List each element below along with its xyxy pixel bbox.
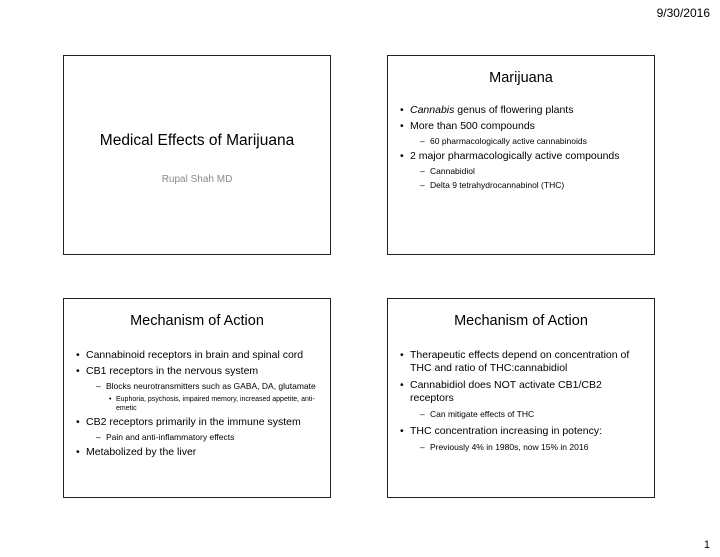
sub-bullet-item: – Previously 4% in 1980s, now 15% in 2016 — [400, 442, 646, 453]
slide-mechanism-1 — [63, 298, 331, 498]
slide-heading: Mechanism of Action — [130, 313, 264, 329]
bullet-list — [400, 104, 646, 194]
bullet-item: • Therapeutic effects depend on concentration of THC and ratio of THC:cannabidiol — [400, 349, 646, 375]
bullet-item: • CB2 receptors primarily in the immune system — [76, 416, 322, 429]
page-date: 9/30/2016 — [656, 6, 710, 20]
bullet-italic-text: Cannabis — [410, 104, 455, 116]
sub-sub-bullet-item: • Euphoria, psychosis, impaired memory, increased appetite, anti-emetic — [76, 395, 322, 413]
bullet-list — [76, 349, 322, 462]
bullet-item: • Cannabinoid receptors in brain and spinal cord — [76, 349, 322, 362]
bullet-item: • CB1 receptors in the nervous system — [76, 365, 322, 378]
page-number: 1 — [703, 539, 710, 551]
sub-bullet-item: – Blocks neurotransmitters such as GABA, DA, glutamate — [76, 381, 322, 392]
sub-bullet-item: – Pain and anti-inflammatory effects — [76, 432, 322, 443]
slide-mechanism-2 — [387, 298, 655, 498]
slide-title-card — [63, 55, 331, 255]
bullet-item: • Cannabidiol does NOT activate CB1/CB2 receptors — [400, 379, 646, 405]
bullet-list — [400, 349, 646, 458]
bullet-item: • More than 500 compounds — [400, 120, 646, 133]
sub-bullet-item: – Delta 9 tetrahydrocannabinol (THC) — [400, 180, 646, 191]
slide-heading: Mechanism of Action — [454, 313, 588, 329]
bullet-item: • Metabolized by the liver — [76, 446, 322, 459]
slide-marijuana — [387, 55, 655, 255]
presentation-author: Rupal Shah MD — [161, 174, 233, 185]
bullet-item: • 2 major pharmacologically active compounds — [400, 150, 646, 163]
presentation-title: Medical Effects of Marijuana — [99, 132, 295, 149]
bullet-item: • THC concentration increasing in potency: — [400, 425, 646, 438]
sub-bullet-item: – Cannabidiol — [400, 166, 646, 177]
bullet-item — [400, 104, 646, 117]
sub-bullet-item: – Can mitigate effects of THC — [400, 409, 646, 420]
slide-heading: Marijuana — [489, 70, 553, 86]
sub-bullet-item: – 60 pharmacologically active cannabinoids — [400, 136, 646, 147]
bullet-text: genus of flowering plants — [454, 104, 574, 116]
